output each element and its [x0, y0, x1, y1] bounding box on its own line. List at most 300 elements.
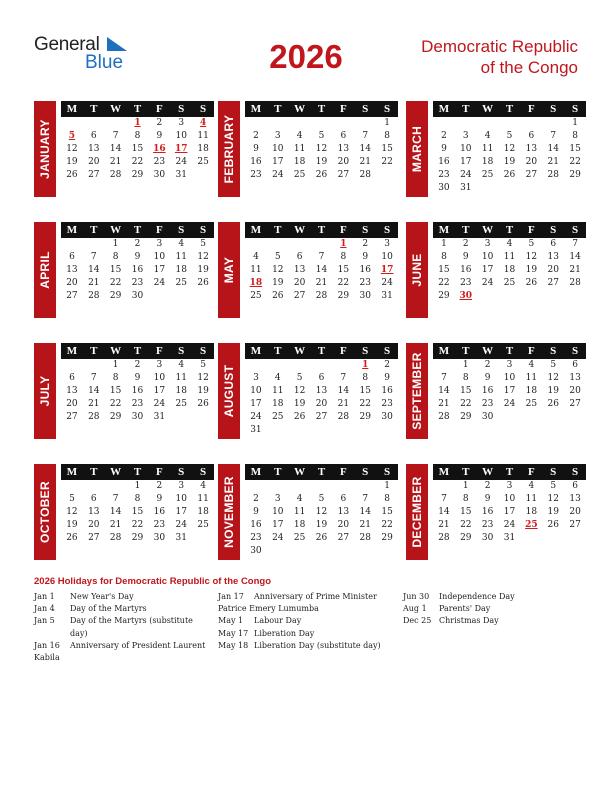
holiday-entry: [34, 652, 209, 664]
week-row: [61, 359, 214, 372]
day-cell: 16: [359, 265, 371, 275]
month-name: JANUARY: [38, 119, 52, 179]
holidays-title: 2026 Holidays for Democratic Republic of the Congo: [34, 576, 272, 587]
weekday-label: S: [572, 345, 579, 357]
day-cell: 15: [381, 507, 393, 517]
weekday-label: S: [200, 103, 207, 115]
day-cell: 9: [156, 131, 163, 141]
week-row: [245, 117, 398, 130]
holiday-entry: [403, 603, 573, 615]
day-cell: 12: [272, 265, 284, 275]
month-name: MAY: [222, 256, 236, 284]
day-cell: 15: [131, 144, 144, 154]
day-cell: 18: [197, 507, 209, 517]
day-cell: 15: [438, 265, 450, 275]
empty-day-cell: [499, 411, 521, 424]
weekday-label: F: [528, 466, 535, 478]
day-cell: 3: [484, 239, 491, 249]
day-cell: 24: [250, 412, 262, 422]
week-row: [61, 532, 214, 545]
empty-day-cell: [332, 545, 354, 558]
month-february: [218, 101, 396, 197]
day-cell: 21: [547, 157, 559, 167]
weekday-label: W: [110, 103, 122, 115]
day-cell: 7: [572, 239, 578, 249]
day-cell: 24: [503, 399, 516, 409]
weekday-label: T: [90, 103, 98, 115]
weekday-label: M: [66, 345, 78, 357]
empty-day-cell: [354, 480, 376, 493]
day-cell: 5: [200, 239, 206, 249]
day-cell: 10: [175, 494, 187, 504]
day-cell: 2: [134, 239, 141, 249]
day-cell: 16: [250, 520, 262, 530]
day-cell: 30: [438, 183, 450, 193]
day-cell: 23: [481, 520, 494, 530]
day-cell: 14: [547, 144, 559, 154]
month-name-tab: [406, 464, 428, 560]
month-june: [406, 222, 584, 318]
month-grid: [433, 222, 586, 303]
day-cell: 12: [315, 144, 328, 154]
month-name: FEBRUARY: [222, 114, 236, 184]
day-cell: 20: [569, 507, 581, 517]
week-row: [433, 130, 586, 143]
empty-day-cell: [542, 290, 564, 303]
holiday-day-cell: 1: [340, 239, 347, 249]
day-cell: 1: [462, 481, 469, 491]
month-grid: [245, 101, 398, 182]
week-row: [245, 130, 398, 143]
day-cell: 5: [550, 360, 557, 370]
empty-day-cell: [289, 424, 311, 437]
day-cell: 10: [153, 373, 166, 383]
day-cell: 7: [441, 373, 447, 383]
week-row: [433, 506, 586, 519]
weekday-label: S: [362, 345, 369, 357]
weekday-label: F: [528, 103, 535, 115]
week-row: [245, 290, 398, 303]
day-cell: 3: [506, 481, 513, 491]
month-grid: [61, 101, 214, 182]
day-cell: 31: [381, 291, 393, 301]
day-cell: 4: [484, 131, 491, 141]
empty-day-cell: [192, 411, 214, 424]
day-cell: 17: [250, 399, 262, 409]
day-cell: 19: [547, 507, 559, 517]
day-cell: 6: [90, 494, 97, 504]
day-cell: 11: [503, 252, 516, 262]
holiday-name: Anniversary of President Laurent: [70, 640, 206, 650]
week-row: [433, 169, 586, 182]
day-cell: 21: [315, 278, 328, 288]
day-cell: 20: [315, 399, 328, 409]
week-row: [245, 359, 398, 372]
weekday-label: F: [156, 466, 163, 478]
day-cell: 11: [197, 494, 209, 504]
day-cell: 1: [384, 118, 390, 128]
day-cell: 5: [318, 494, 325, 504]
month-name-tab: [218, 464, 240, 560]
day-cell: 22: [438, 278, 450, 288]
day-cell: 10: [272, 144, 284, 154]
week-row: [61, 519, 214, 532]
day-cell: 21: [109, 157, 122, 167]
day-cell: 17: [481, 265, 494, 275]
day-cell: 3: [178, 481, 185, 491]
day-cell: 29: [381, 533, 393, 543]
weekday-header: [433, 464, 586, 480]
day-cell: 10: [272, 507, 284, 517]
day-cell: 17: [153, 265, 166, 275]
day-cell: 31: [153, 412, 166, 422]
day-cell: 16: [250, 157, 262, 167]
day-cell: 3: [156, 239, 163, 249]
day-cell: 10: [381, 252, 393, 262]
month-january: [34, 101, 212, 197]
day-cell: 17: [175, 507, 187, 517]
week-row: [433, 117, 586, 130]
empty-day-cell: [477, 117, 499, 130]
weekday-label: S: [362, 466, 369, 478]
day-cell: 14: [438, 386, 450, 396]
weekday-label: F: [340, 345, 347, 357]
day-cell: 5: [528, 239, 535, 249]
weekday-label: T: [462, 224, 470, 236]
day-cell: 15: [569, 144, 581, 154]
day-cell: 6: [296, 252, 303, 262]
holiday-name: New Year's Day: [70, 592, 134, 601]
month-name-tab: [406, 222, 428, 318]
weekday-label: S: [572, 103, 579, 115]
month-grid: [245, 222, 398, 303]
day-cell: 6: [340, 131, 347, 141]
empty-day-cell: [477, 290, 499, 303]
month-name-tab: [218, 343, 240, 439]
day-cell: 26: [525, 278, 538, 288]
day-cell: 27: [569, 399, 581, 409]
week-row: [433, 251, 586, 264]
holiday-day-cell: 25: [525, 520, 538, 530]
day-cell: 8: [462, 373, 469, 383]
empty-day-cell: [332, 480, 354, 493]
holiday-date: Jan 4: [34, 604, 55, 614]
day-cell: 30: [153, 170, 166, 180]
empty-day-cell: [170, 411, 192, 424]
empty-day-cell: [170, 290, 192, 303]
weekday-label: S: [384, 103, 391, 115]
weekday-label: S: [384, 224, 391, 236]
day-cell: 23: [131, 278, 144, 288]
day-cell: 27: [88, 533, 100, 543]
weekday-label: T: [317, 224, 326, 236]
month-name: MARCH: [410, 125, 424, 173]
day-cell: 6: [69, 373, 75, 383]
holiday-date: May 17: [218, 628, 249, 638]
day-cell: 20: [547, 265, 559, 275]
day-cell: 14: [88, 265, 100, 275]
day-cell: 8: [362, 373, 369, 383]
day-cell: 31: [250, 425, 262, 435]
empty-day-cell: [376, 545, 398, 558]
day-cell: 7: [90, 252, 97, 262]
weekday-label: S: [384, 345, 391, 357]
day-cell: 5: [318, 131, 325, 141]
day-cell: 9: [134, 373, 141, 383]
calendar-year: 2026: [269, 38, 343, 75]
day-cell: 31: [175, 533, 187, 543]
month-august: [218, 343, 396, 439]
day-cell: 26: [197, 278, 209, 288]
empty-day-cell: [192, 532, 214, 545]
weekday-label: T: [90, 466, 98, 478]
weekday-label: S: [384, 466, 391, 478]
month-name: SEPTEMBER: [410, 352, 424, 430]
weekday-label: W: [110, 466, 122, 478]
day-cell: 30: [131, 412, 144, 422]
day-cell: 18: [293, 157, 306, 167]
day-cell: 13: [337, 144, 350, 154]
week-row: [245, 143, 398, 156]
holiday-date: Dec 25: [403, 616, 432, 626]
day-cell: 9: [253, 144, 259, 154]
day-cell: 25: [197, 520, 209, 530]
weekday-label: S: [550, 345, 557, 357]
day-cell: 14: [109, 507, 122, 517]
day-cell: 27: [337, 170, 350, 180]
day-cell: 26: [315, 533, 328, 543]
day-cell: 4: [296, 131, 303, 141]
day-cell: 23: [438, 170, 450, 180]
day-cell: 13: [66, 265, 78, 275]
day-cell: 29: [460, 533, 472, 543]
holiday-entry: [34, 603, 209, 615]
country-name: Democratic Republic of the Congo: [421, 37, 578, 77]
day-cell: 6: [318, 373, 325, 383]
week-row: [245, 480, 398, 493]
day-cell: 17: [272, 157, 284, 167]
day-cell: 13: [315, 386, 328, 396]
day-cell: 7: [441, 494, 447, 504]
weekday-label: T: [317, 103, 326, 115]
day-cell: 28: [569, 278, 581, 288]
day-cell: 2: [384, 360, 390, 370]
weekday-label: T: [317, 345, 326, 357]
day-cell: 28: [359, 170, 371, 180]
month-name: NOVEMBER: [222, 476, 236, 548]
day-cell: 15: [131, 507, 144, 517]
holiday-date: May 18: [218, 640, 249, 650]
holiday-day-cell: 1: [362, 360, 369, 370]
day-cell: 3: [274, 131, 281, 141]
month-name-tab: [34, 464, 56, 560]
weekday-label: T: [90, 345, 98, 357]
weekday-label: M: [66, 466, 78, 478]
weekday-label: T: [505, 345, 514, 357]
day-cell: 10: [175, 131, 187, 141]
month-april: [34, 222, 212, 318]
empty-day-cell: [105, 117, 127, 130]
day-cell: 23: [153, 520, 166, 530]
weekday-header: [61, 343, 214, 359]
day-cell: 18: [197, 144, 209, 154]
day-cell: 25: [175, 278, 187, 288]
day-cell: 18: [272, 399, 284, 409]
day-cell: 18: [175, 386, 187, 396]
holiday-date: Jan 16: [34, 640, 60, 650]
empty-day-cell: [245, 117, 267, 130]
holiday-date: Jan 5: [34, 616, 55, 626]
day-cell: 23: [131, 399, 144, 409]
day-cell: 28: [88, 412, 100, 422]
week-row: [433, 398, 586, 411]
day-cell: 6: [340, 494, 347, 504]
day-cell: 22: [460, 399, 472, 409]
weekday-header: [245, 222, 398, 238]
month-name-tab: [34, 343, 56, 439]
day-cell: 18: [503, 265, 516, 275]
empty-day-cell: [332, 424, 354, 437]
day-cell: 29: [337, 291, 350, 301]
day-cell: 26: [66, 170, 78, 180]
day-cell: 13: [569, 494, 581, 504]
day-cell: 29: [359, 412, 371, 422]
month-grid: [61, 222, 214, 303]
day-cell: 14: [315, 265, 328, 275]
day-cell: 22: [460, 520, 472, 530]
day-cell: 10: [503, 494, 516, 504]
day-cell: 30: [250, 546, 262, 556]
day-cell: 8: [384, 131, 390, 141]
day-cell: 20: [88, 520, 100, 530]
weekday-label: S: [178, 224, 185, 236]
week-row: [245, 372, 398, 385]
day-cell: 3: [462, 131, 469, 141]
weekday-label: T: [133, 224, 142, 236]
day-cell: 16: [131, 386, 144, 396]
month-july: [34, 343, 212, 439]
day-cell: 25: [293, 533, 306, 543]
day-cell: 15: [460, 507, 472, 517]
day-cell: 1: [462, 360, 469, 370]
day-cell: 26: [547, 520, 559, 530]
day-cell: 1: [112, 239, 119, 249]
day-cell: 27: [547, 278, 559, 288]
holiday-day-cell: 17: [380, 265, 394, 275]
day-cell: 30: [131, 291, 144, 301]
day-cell: 25: [197, 157, 209, 167]
holiday-day-cell: 18: [249, 278, 263, 288]
day-cell: 1: [134, 481, 141, 491]
day-cell: 28: [438, 533, 450, 543]
week-row: [433, 156, 586, 169]
day-cell: 24: [153, 278, 166, 288]
day-cell: 15: [337, 265, 350, 275]
holiday-entry: [218, 615, 398, 627]
holiday-entry: [218, 628, 398, 640]
day-cell: 23: [250, 533, 262, 543]
day-cell: 28: [337, 412, 350, 422]
week-row: [61, 238, 214, 251]
day-cell: 11: [197, 131, 209, 141]
week-row: [61, 411, 214, 424]
month-october: [34, 464, 212, 560]
holiday-column: [34, 591, 209, 664]
day-cell: 7: [362, 131, 369, 141]
empty-day-cell: [289, 238, 311, 251]
holiday-day-cell: 17: [174, 144, 188, 154]
day-cell: 28: [438, 412, 450, 422]
day-cell: 1: [572, 118, 578, 128]
week-row: [433, 372, 586, 385]
holiday-date: May 1: [218, 616, 244, 626]
day-cell: 28: [547, 170, 559, 180]
weekday-label: T: [274, 224, 282, 236]
month-grid: [61, 343, 214, 424]
day-cell: 30: [359, 291, 371, 301]
holiday-name: Day of the Martyrs (substitute day): [70, 616, 193, 638]
week-row: [245, 264, 398, 277]
day-cell: 24: [272, 170, 284, 180]
weekday-label: T: [462, 103, 470, 115]
day-cell: 14: [359, 507, 371, 517]
month-name: AUGUST: [222, 364, 236, 418]
day-cell: 22: [359, 399, 371, 409]
day-cell: 22: [381, 520, 393, 530]
day-cell: 24: [175, 157, 187, 167]
day-cell: 28: [359, 533, 371, 543]
empty-day-cell: [267, 117, 289, 130]
empty-day-cell: [289, 480, 311, 493]
week-row: [61, 264, 214, 277]
weekday-label: S: [178, 103, 185, 115]
week-row: [245, 277, 398, 290]
day-cell: 24: [175, 520, 187, 530]
weekday-label: S: [178, 345, 185, 357]
day-cell: 26: [503, 170, 516, 180]
day-cell: 15: [359, 386, 371, 396]
day-cell: 8: [384, 494, 390, 504]
day-cell: 5: [200, 360, 206, 370]
weekday-label: W: [294, 345, 306, 357]
week-row: [61, 277, 214, 290]
day-cell: 17: [503, 507, 516, 517]
day-cell: 20: [293, 278, 306, 288]
day-cell: 9: [384, 373, 390, 383]
day-cell: 16: [460, 265, 472, 275]
day-cell: 14: [569, 252, 581, 262]
weekday-label: M: [66, 103, 78, 115]
day-cell: 15: [109, 386, 122, 396]
day-cell: 6: [572, 481, 578, 491]
holiday-day-cell: 4: [199, 118, 207, 128]
empty-day-cell: [542, 532, 564, 545]
day-cell: 27: [337, 533, 350, 543]
day-cell: 15: [460, 386, 472, 396]
day-cell: 18: [293, 520, 306, 530]
day-cell: 27: [66, 291, 78, 301]
weekday-label: M: [438, 103, 450, 115]
day-cell: 5: [506, 131, 513, 141]
day-cell: 27: [569, 520, 581, 530]
month-may: [218, 222, 396, 318]
week-row: [245, 424, 398, 437]
week-row: [61, 480, 214, 493]
day-cell: 28: [109, 533, 122, 543]
empty-day-cell: [376, 424, 398, 437]
day-cell: 14: [438, 507, 450, 517]
day-cell: 26: [66, 533, 78, 543]
